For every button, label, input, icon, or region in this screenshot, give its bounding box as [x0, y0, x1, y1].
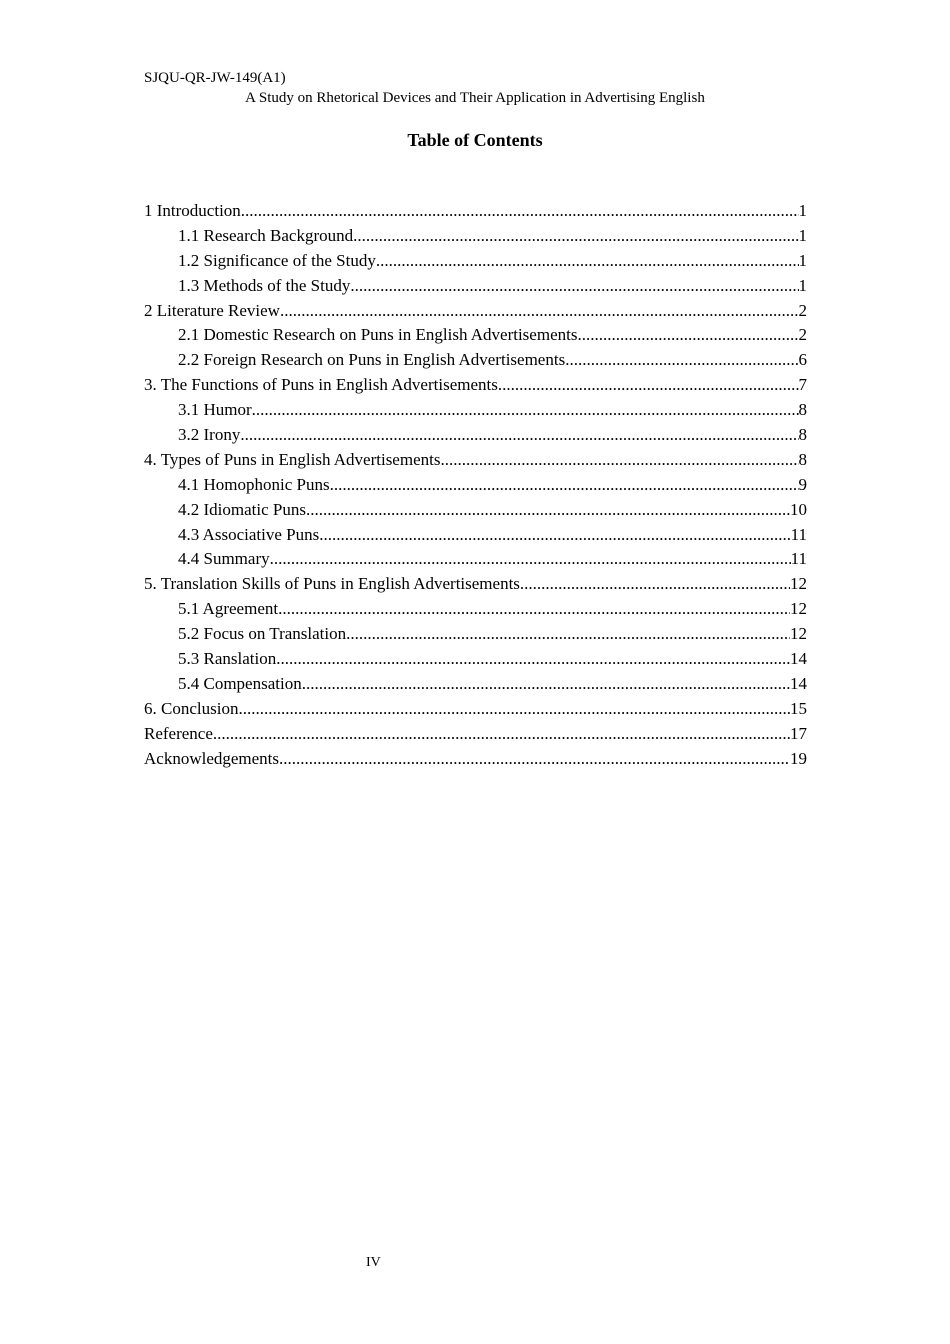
toc-dot-leader [319, 523, 790, 548]
toc-entry-text: 1.2 Significance of the Study [178, 250, 376, 270]
toc-entry-page-number: 12 [790, 599, 807, 619]
toc-entry[interactable] [144, 348, 807, 373]
toc-entry-page-number: 2 [798, 325, 807, 345]
toc-entry-text: 1 Introduction [144, 201, 241, 220]
toc-entry-text: 1.1 Research Background [178, 225, 354, 245]
toc-entry-text: 4.2 Idiomatic Puns [178, 499, 306, 519]
toc-dot-leader [306, 498, 790, 523]
toc-entry[interactable] [144, 299, 807, 324]
toc-dot-leader [213, 722, 790, 747]
toc-entry[interactable] [144, 398, 807, 423]
toc-dot-leader [376, 249, 799, 274]
toc-entry-page-number: 8 [798, 449, 807, 469]
toc-entry[interactable] [144, 722, 807, 747]
toc-dot-leader [565, 348, 798, 373]
toc-dot-leader [346, 622, 790, 647]
toc-entry[interactable] [144, 199, 807, 224]
toc-entry-text: 5.1 Agreement [178, 599, 279, 619]
toc-entry-text: 2 Literature Review [144, 300, 280, 320]
toc-entry-page-number: 12 [790, 574, 807, 594]
toc-entry[interactable] [144, 747, 807, 772]
toc-dot-leader [241, 199, 799, 224]
toc-entry-page-number: 17 [790, 723, 807, 743]
toc-entry-text: 1.3 Methods of the Study [178, 275, 351, 295]
toc-dot-leader [278, 597, 790, 622]
toc-entry[interactable] [144, 274, 807, 299]
toc-entry[interactable] [144, 249, 807, 274]
toc-dot-leader [240, 423, 798, 448]
toc-entry-page-number: 6 [798, 350, 807, 370]
toc-entry-page-number: 1 [798, 250, 807, 270]
toc-entry-page-number: 8 [798, 425, 807, 445]
toc-entry[interactable] [144, 224, 807, 249]
toc-entry[interactable] [144, 423, 807, 448]
running-header-title: A Study on Rhetorical Devices and Their Application in Advertising English [245, 90, 705, 106]
toc-dot-leader [280, 299, 799, 324]
toc-entry[interactable] [144, 597, 807, 622]
toc-entry[interactable] [144, 672, 807, 697]
toc-dot-leader [270, 547, 791, 572]
toc-entry-text: 3. The Functions of Puns in English Advertisements [144, 375, 498, 395]
document-code: SJQU-QR-JW-149(A1) [144, 70, 286, 86]
toc-entry-page-number: 14 [790, 673, 807, 693]
toc-entry-text: 5.3 Ranslation [178, 649, 277, 669]
toc-entry-text: 2.2 Foreign Research on Puns in English Advertisements [178, 350, 566, 370]
toc-entry[interactable] [144, 323, 807, 348]
toc-entry-page-number: 7 [798, 375, 807, 395]
toc-dot-leader [238, 697, 790, 722]
toc-entry[interactable] [144, 647, 807, 672]
toc-entry-text: 3.1 Humor [178, 400, 252, 420]
toc-entry-page-number: 11 [790, 524, 807, 544]
toc-dot-leader [276, 647, 790, 672]
toc-dot-leader [440, 448, 798, 473]
toc-entry-page-number: 1 [798, 225, 807, 245]
toc-entry[interactable] [144, 697, 807, 722]
toc-entry-text: 4. Types of Puns in English Advertisements [144, 449, 441, 469]
toc-entry-page-number: 10 [790, 499, 807, 519]
toc-entry[interactable] [144, 498, 807, 523]
toc-entry-page-number: 15 [790, 698, 807, 718]
toc-entry-text: 4.4 Summary [178, 549, 270, 569]
toc-entry-page-number: 2 [798, 300, 807, 320]
toc-entry[interactable] [144, 448, 807, 473]
toc-entry-page-number: 11 [790, 549, 807, 569]
toc-entry-text: 5.4 Compensation [178, 673, 302, 693]
toc-title: Table of Contents [407, 130, 543, 150]
toc-dot-leader [252, 398, 799, 423]
toc-entry-page-number: 1 [798, 201, 807, 220]
toc-dot-leader [577, 323, 798, 348]
toc-entry[interactable] [144, 373, 807, 398]
toc-entry-page-number: 8 [798, 400, 807, 420]
toc-entry[interactable] [144, 473, 807, 498]
toc-entry-page-number: 14 [790, 649, 807, 669]
toc-entry-page-number: 9 [798, 474, 807, 494]
toc-entry-page-number: 12 [790, 624, 807, 644]
toc-entry-text: Reference [144, 723, 213, 743]
toc-entry[interactable] [144, 547, 807, 572]
toc-entry-text: 3.2 Irony [178, 425, 241, 445]
toc-entry-page-number: 1 [798, 275, 807, 295]
toc-dot-leader [520, 572, 790, 597]
toc-dot-leader [279, 747, 790, 772]
toc-entry-text: 5.2 Focus on Translation [178, 624, 347, 644]
toc-entry-text: 2.1 Domestic Research on Puns in English Advertisements [178, 325, 578, 345]
toc-entry[interactable] [144, 572, 807, 597]
toc-entry[interactable] [144, 622, 807, 647]
toc-dot-leader [353, 224, 798, 249]
page-number: IV [366, 1255, 381, 1270]
toc-entry[interactable] [144, 523, 807, 548]
toc-entry-text: Acknowledgements [144, 748, 280, 768]
toc-entry-text: 6. Conclusion [144, 698, 239, 718]
toc-dot-leader [498, 373, 799, 398]
toc-dot-leader [302, 672, 790, 697]
toc-entry-page-number: 19 [790, 748, 807, 768]
toc-entry-text: 4.1 Homophonic Puns [178, 474, 330, 494]
toc-entry-text: 4.3 Associative Puns [178, 524, 320, 544]
table-of-contents [144, 199, 807, 771]
toc-dot-leader [330, 473, 799, 498]
toc-dot-leader [350, 274, 798, 299]
toc-entry-text: 5. Translation Skills of Puns in English Advertisements [144, 574, 520, 594]
